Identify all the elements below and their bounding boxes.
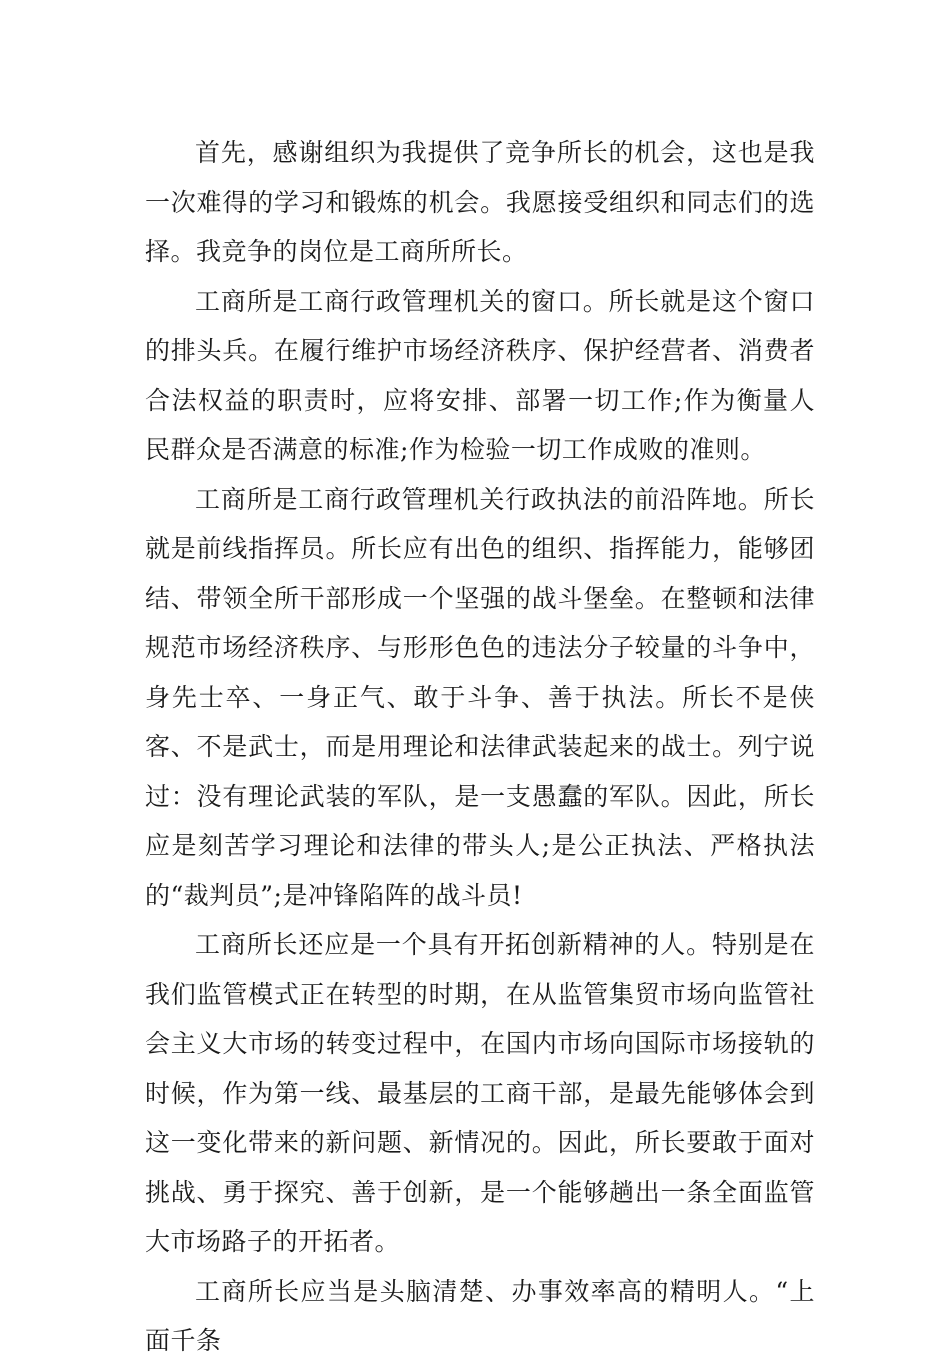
paragraph-1: 首先，感谢组织为我提供了竞争所长的机会，这也是我一次难得的学习和锻炼的机会。我愿接受组织和同志们的选择。我竞争的岗位是工商所所长。: [145, 138, 815, 266]
paragraph-4: 工商所长还应是一个具有开拓创新精神的人。特别是在我们监管模式正在转型的时期，在从监管集贸市场向监管社会主义大市场的转变过程中，在国内市场向国际市场接轨的时候，作为第一线、最基层的工商干部，是最先能够体会到这一变化带来的新问题、新情况的。因此，所长要敢于面对挑战、勇于探究、善于创新，是一个能够趟出一条全面监管大市场路子的开拓者。: [145, 930, 815, 1256]
paragraph-2: 工商所是工商行政管理机关的窗口。所长就是这个窗口的排头兵。在履行维护市场经济秩序、保护经营者、消费者合法权益的职责时，应将安排、部署一切工作;作为衡量人民群众是否满意的标准;作为检验一切工作成败的准则。: [145, 286, 815, 464]
document-body: [145, 128, 815, 1366]
paragraph-3: 工商所是工商行政管理机关行政执法的前沿阵地。所长就是前线指挥员。所长应有出色的组织、指挥能力，能够团结、带领全所干部形成一个坚强的战斗堡垒。在整顿和法律规范市场经济秩序、与形形色色的违法分子较量的斗争中，身先士卒、一身正气、敢于斗争、善于执法。所长不是侠客、不是武士，而是用理论和法律武装起来的战士。列宁说过：没有理论武装的军队，是一支愚蠢的军队。因此，所长应是刻苦学习理论和法律的带头人;是公正执法、严格执法的“裁判员”;是冲锋陷阵的战斗员!: [145, 484, 815, 910]
paragraph-5: 工商所长应当是头脑清楚、办事效率高的精明人。“上面千条: [145, 1276, 815, 1355]
